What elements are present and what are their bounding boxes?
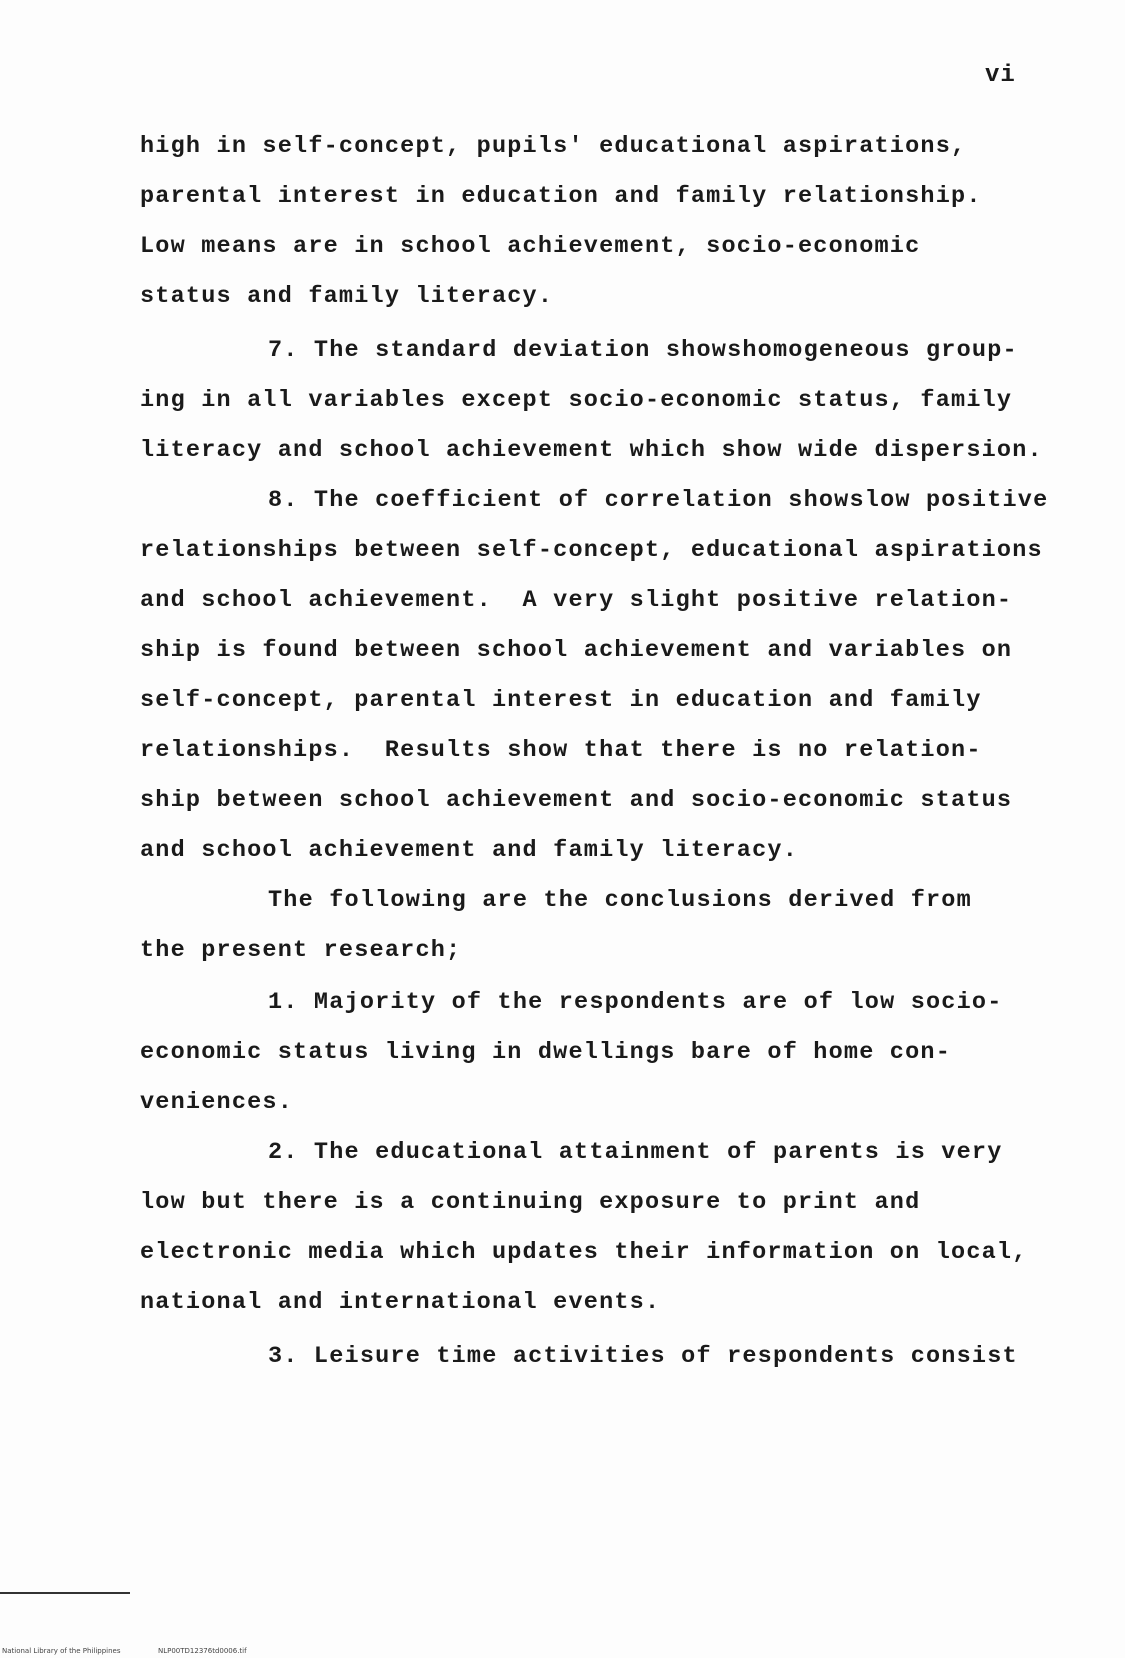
- text-line: literacy and school achievement which show wide dispersion.: [140, 437, 1043, 464]
- scan-edge-rule: [0, 1592, 130, 1594]
- text-line: low but there is a continuing exposure to print and: [140, 1189, 921, 1216]
- text-line: 1. Majority of the respondents are of low socio-: [268, 989, 1003, 1016]
- text-line: parental interest in education and family relationship.: [140, 183, 982, 210]
- text-line: relationships. Results show that there is no relation-: [140, 737, 982, 764]
- text-line: 7. The standard deviation showshomogeneous group-: [268, 337, 1018, 364]
- text-line: The following are the conclusions derived from: [268, 887, 972, 914]
- text-line: ship between school achievement and socio-economic status: [140, 787, 1013, 814]
- text-line: 8. The coefficient of correlation showslow positive: [268, 487, 1049, 514]
- text-line: the present research;: [140, 937, 462, 964]
- text-line: high in self-concept, pupils' educational aspirations,: [140, 133, 967, 160]
- text-line: self-concept, parental interest in education and family: [140, 687, 982, 714]
- text-line: relationships between self-concept, educational aspirations: [140, 537, 1043, 564]
- text-line: and school achievement. A very slight positive relation-: [140, 587, 1013, 614]
- text-line: economic status living in dwellings bare of home con-: [140, 1039, 952, 1066]
- text-line: veniences.: [140, 1089, 294, 1116]
- text-line: and school achievement and family literacy.: [140, 837, 798, 864]
- text-line: 3. Leisure time activities of respondents consist: [268, 1343, 1018, 1370]
- footer-filename: NLP00TD12376td0006.tif: [158, 1647, 247, 1655]
- footer-library: National Library of the Philippines: [2, 1647, 121, 1655]
- text-line: ship is found between school achievement and variables on: [140, 637, 1013, 664]
- text-line: ing in all variables except socio-economic status, family: [140, 387, 1013, 414]
- text-line: 2. The educational attainment of parents is very: [268, 1139, 1003, 1166]
- text-line: status and family literacy.: [140, 283, 554, 310]
- text-line: Low means are in school achievement, socio-economic: [140, 233, 921, 260]
- text-line: electronic media which updates their information on local,: [140, 1239, 1028, 1266]
- text-line: national and international events.: [140, 1289, 661, 1316]
- page-number: vi: [985, 62, 1016, 89]
